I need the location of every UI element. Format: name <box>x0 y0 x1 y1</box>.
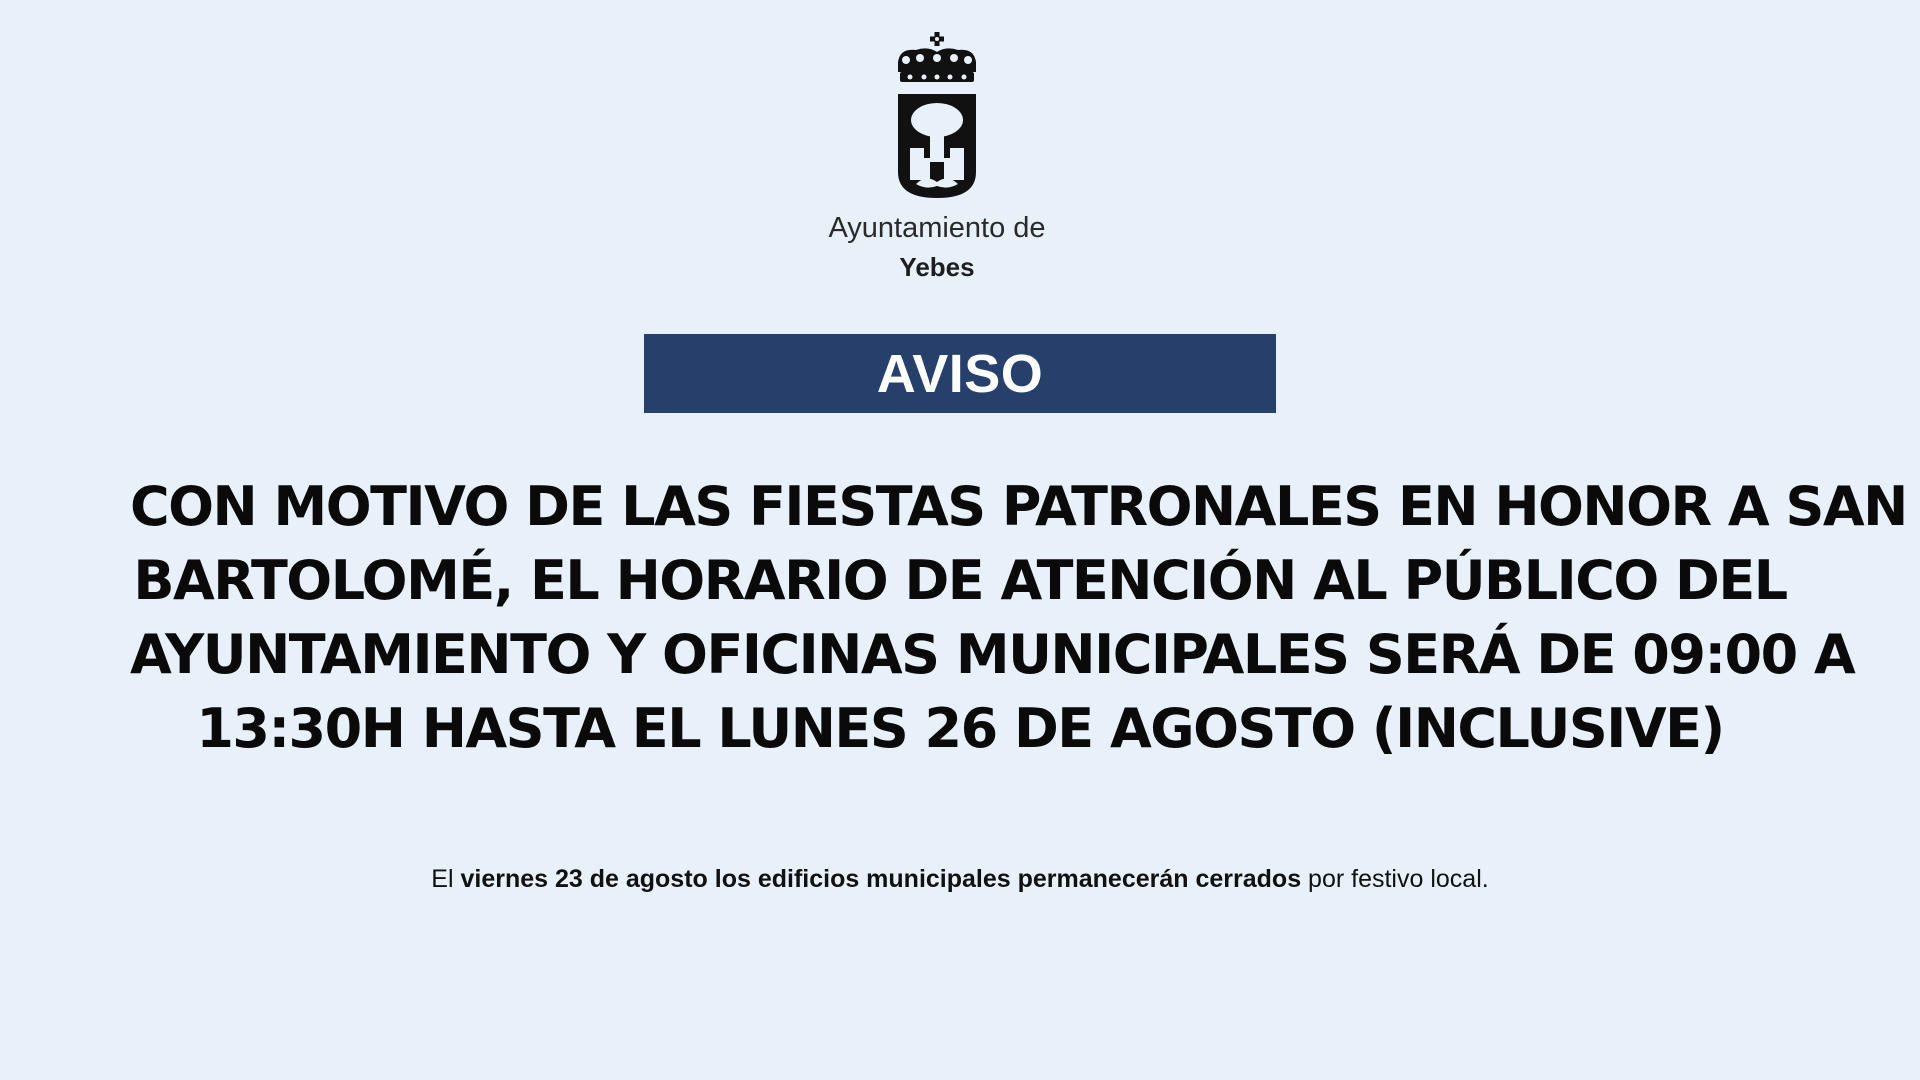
org-name-line1: Ayuntamiento de <box>828 212 1046 244</box>
closure-note-suffix: por festivo local. <box>1301 865 1489 893</box>
headline-line: CON MOTIVO DE LAS FIESTAS PATRONALES EN HONOR A SAN <box>130 475 1907 538</box>
notice-headline <box>130 470 1907 766</box>
headline-line: 13:30H HASTA EL LUNES 26 DE AGOSTO (INCLUSIVE) <box>196 697 1724 760</box>
notice-banner-label: AVISO <box>876 343 1044 404</box>
org-name-line2: Yebes <box>899 252 975 282</box>
closure-note-bold: viernes 23 de agosto los edificios municipales permanecerán cerrados <box>460 865 1302 893</box>
notice-banner <box>644 334 1276 413</box>
headline-line: AYUNTAMIENTO Y OFICINAS MUNICIPALES SERÁ DE 09:00 A <box>130 623 1855 686</box>
headline-line: BARTOLOMÉ, EL HORARIO DE ATENCIÓN AL PÚBLICO DEL <box>133 549 1787 612</box>
closure-note-prefix: El <box>431 865 461 893</box>
yebes-coat-of-arms-icon <box>894 32 980 202</box>
closure-note <box>0 865 1920 894</box>
